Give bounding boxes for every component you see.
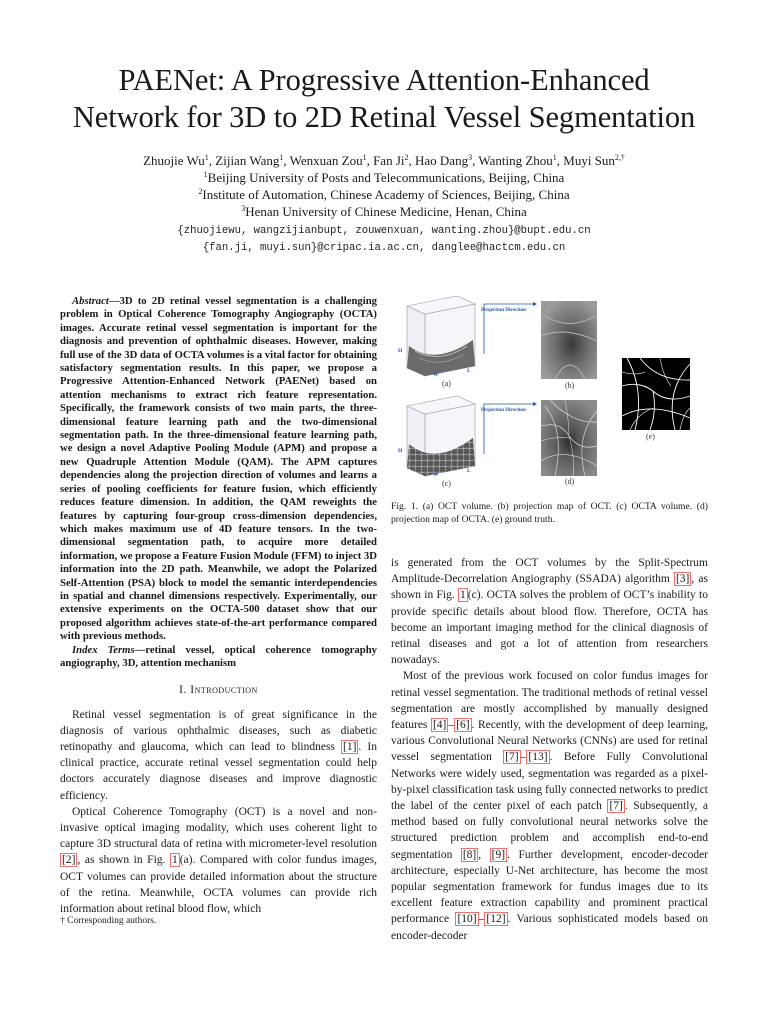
author: Muyi Sun <box>563 153 615 168</box>
svg-text:H: H <box>398 448 403 454</box>
index-terms-label: Index Terms <box>72 643 135 656</box>
figure-link[interactable]: 1 <box>171 854 178 867</box>
author: Hao Dang <box>415 153 469 168</box>
author: Wanting Zhou <box>478 153 553 168</box>
affiliation: $^1$Beijing University of Posts and Telecommunications, Beijing, China <box>203 170 565 185</box>
citation-link[interactable]: [6] <box>456 719 470 732</box>
intro-paragraph-2: Optical Coherence Tomography (OCT) is a novel and non-invasive optical imaging modality, which uses coherent light to capture 3D structural data of retina with micrometer-level resolution [2] , as shown in Fig. 1 (a). Compared with color fundus images, OCT volumes can provide detailed information about the structure of the retina. Meanwhile, OCTA volumes can provide rich information about retinal blood flow, which <box>60 805 377 916</box>
citation-link[interactable]: [3] <box>675 573 690 586</box>
citation-link[interactable]: [2] <box>62 854 76 867</box>
svg-text:(e): (e) <box>646 432 655 441</box>
figure-1-graphic <box>395 296 710 496</box>
email-line: {fan.ji, muyi.sun}@cripac.ia.ac.cn, danglee@hactcm.edu.cn <box>202 242 566 254</box>
ground-truth-panel <box>622 358 690 441</box>
title-block <box>0 62 768 257</box>
oct-projection-panel <box>541 301 597 390</box>
author: Zhuojie Wu <box>143 153 205 168</box>
abstract-label: Abstract <box>72 295 109 307</box>
citation-link[interactable]: [1] <box>343 740 357 753</box>
svg-text:H: H <box>398 348 403 354</box>
email-list <box>0 223 768 257</box>
author-list: Zhuojie Wu$^1$, Zijian Wang$^1$, Wenxuan Zou$^1$, Fan Ji$^2$, Hao Dang$^3$, Wanting Zhou$^1$, Muyi Sun$^{2,\dagger}$ <box>143 153 625 168</box>
title-line-2: Network for 3D to 2D Retinal Vessel Segmentation <box>72 100 696 134</box>
svg-text:Projection Direction: Projection Direction <box>481 307 526 313</box>
oct-volume-panel <box>398 296 475 388</box>
svg-text:Projection Direction: Projection Direction <box>481 407 526 413</box>
svg-text:(c): (c) <box>442 479 451 488</box>
citation-link[interactable]: [10] <box>457 913 477 926</box>
abstract-text: —3D to 2D retinal vessel segmentation is a challenging problem in Optical Coherence Tomography Angiography (OCTA) images. Accurate retinal vessel segmentation is important for the diagnosis and prevention of ophthalmic diseases. However, making full use of the 3D data of OCTA volumes is a vital factor for obtaining satisfactory segmentation results. In this paper, we propose a Progressive Attention-Enhanced Network (PAENet) based on attention mechanisms to extract rich feature representation. Specifically, the framework consists of two main parts, the three-dimensional feature learning path and the two-dimensional segmentation path. In the three-dimensional feature learning path, we design a novel Adaptive Pooling Module (APM) and propose a new Quadruple Attention Module (QAM). The APM captures dependencies along the projection direction of volumes and learns a series of pooling coefficients for feature fusion, which efficiently reduces feature dimension. In addition, the QAM reweights the features by capturing four-group cross-dimension dependencies, which makes maximum use of 4D feature tensors. In the two-dimensional segmentation path, to acquire more detailed information, we propose a Feature Fusion Module (FFM) to inject 3D information into the 2D path. Meanwhile, we adopt the Polarized Self-Attention (PSA) block to model the semantic interdependencies in spatial and channel dimensions respectively. Experimentally, our extensive experiments on the OCTA-500 dataset show that our proposed algorithm achieves state-of-the-art performance compared with previous methods. <box>60 295 377 643</box>
svg-text:(a): (a) <box>442 379 451 388</box>
affiliation: $^3$Henan University of Chinese Medicine, Henan, China <box>241 204 527 219</box>
left-column <box>60 295 377 917</box>
abstract <box>60 295 377 670</box>
svg-text:L: L <box>467 368 471 374</box>
body-paragraph: is generated from the OCT volumes by the Split-Spectrum Amplitude-Decorrelation Angiography (SSADA) algorithm [3] , as shown in Fig. 1 (c). OCTA solves the problem of OCT’s inability to provide specific details about blood flow. Therefore, OCTA has become an important imaging method for the clinical diagnosis of retinal diseases and got a lot of attention from researchers nowadays. <box>391 557 708 667</box>
citation-link[interactable]: [7] <box>505 751 519 764</box>
title-line-1: PAENet: A Progressive Attention-Enhanced <box>118 63 650 97</box>
citation-link[interactable]: [9] <box>491 848 506 861</box>
octa-projection-panel <box>541 400 597 486</box>
svg-text:W: W <box>433 372 439 378</box>
svg-text:(d): (d) <box>565 477 575 486</box>
section-heading: I. Introduction <box>179 684 258 697</box>
figure-link[interactable]: 1 <box>460 589 466 602</box>
footnote: † Corresponding authors. <box>60 916 157 926</box>
author: Wenxuan Zou <box>289 153 363 168</box>
svg-text:(b): (b) <box>565 381 575 390</box>
figure-caption: Fig. 1. (a) OCT volume. (b) projection map of OCT. (c) OCTA volume. (d) projection map of OCTA. (e) ground truth. <box>391 501 708 525</box>
email-line: {zhuojiewu, wangzijianbupt, zouwenxuan, wanting.zhou}@bupt.edu.cn <box>177 225 591 237</box>
svg-text:L: L <box>467 468 471 474</box>
affiliation: $^2$Institute of Automation, Chinese Academy of Sciences, Beijing, China <box>198 187 570 202</box>
citation-link[interactable]: [7] <box>609 800 623 813</box>
intro-paragraph-1: Retinal vessel segmentation is of great significance in the diagnosis of various ophthalmic diseases, such as diabetic retinopathy and glaucoma, which can lead to blindness [1] . In clinical practice, accurate retinal vessel segmentation could help doctors accurately diagnose diseases and improve diagnostic efficiency. <box>60 708 377 802</box>
author: Fan Ji <box>373 153 405 168</box>
author: Zijian Wang <box>215 153 280 168</box>
paper-title <box>0 62 768 136</box>
citation-link[interactable]: [12] <box>486 913 506 926</box>
right-column <box>391 555 708 944</box>
body-paragraph: Most of the previous work focused on color fundus images for retinal vessel segmentation. The traditional methods of retinal vessel segmentation are mostly accomplished by manually designed features [4] – [6] . Recently, with the development of deep learning, various Convolutional Neural Networks (CNNs) are used for retinal vessel segmentation [7] – [13] . Before Fully Convolutional Networks were widely used, segmentation was regarded as a pixel-by-pixel classification task using fully connected networks to predict the label of the center pixel of each patch [7] . Subsequently, a method based on fully convolutional neural networks solve the structured prediction problem and accomplish end-to-end segmentation [8] , [9] . Further development, encoder-decoder architecture, especially U-Net architecture, has become the most popular segmentation framework for fundus images due to its excellent feature extraction capability and prominent practical performance [10] – [12] . Various sophisticated models based on encoder-decoder <box>391 670 709 942</box>
index-terms-text: —retinal vessel, optical coherence tomography angiography, 3D, attention mechanism <box>60 643 377 669</box>
citation-link[interactable]: [13] <box>528 751 548 764</box>
citation-link[interactable]: [8] <box>462 848 477 861</box>
citation-link[interactable]: [4] <box>432 719 447 732</box>
figure-1 <box>395 296 710 496</box>
octa-volume-panel <box>398 396 475 488</box>
svg-text:W: W <box>433 472 439 478</box>
